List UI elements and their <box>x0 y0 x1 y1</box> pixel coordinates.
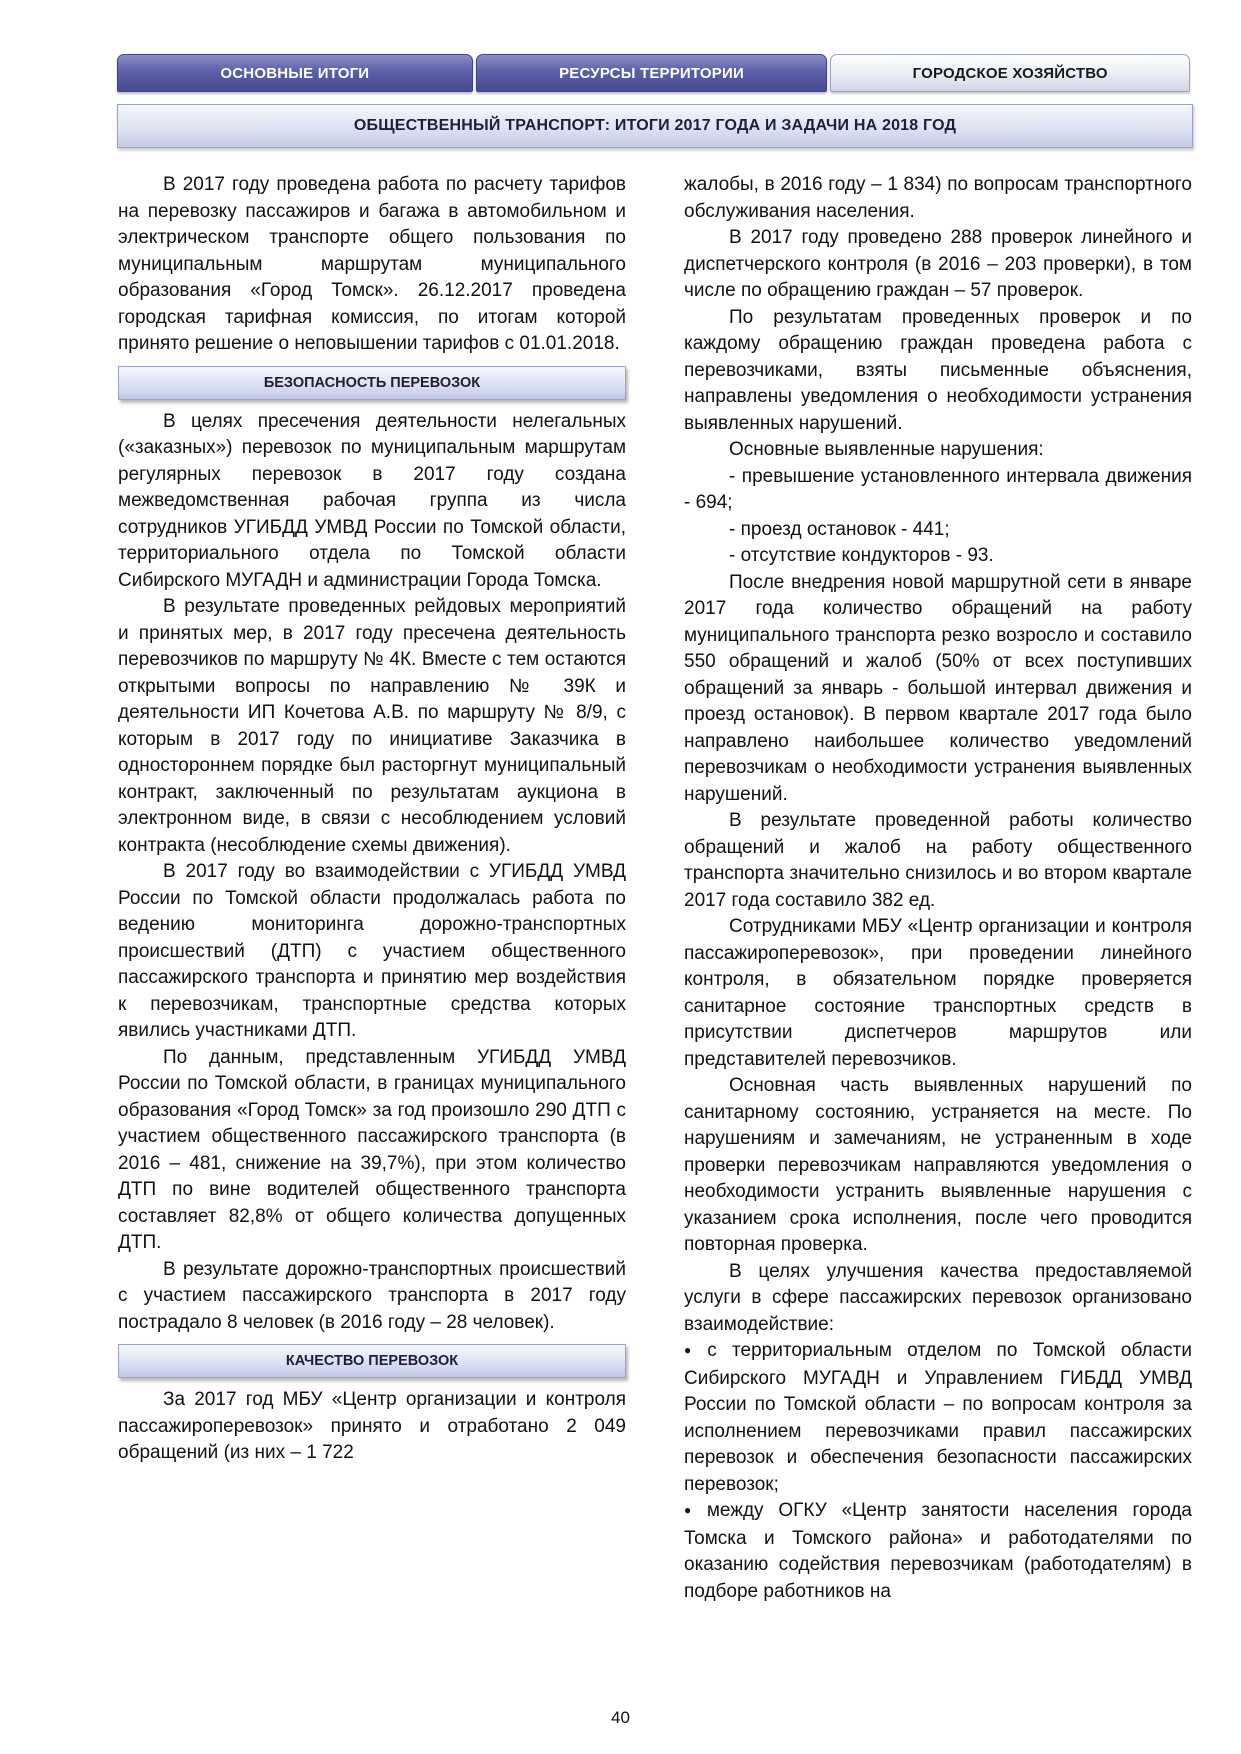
bullet-item <box>684 1498 1192 1605</box>
paragraph: В результате проведенных рейдовых мероприятий и принятых мер, в 2017 году пресечена деятельность перевозчиков по маршруту № 4К. Вместе с тем остаются открытыми вопросы по направлению № 39К и деятельности ИП Кочетова А.В. по маршруту № 8/9, с которым в 2017 году по инициативе Заказчика в одностороннем порядке был расторгнут муниципальный контракт, заключенный по результатам аукциона в электронном виде, в связи с несоблюдением условий контракта (несоблюдение схемы движения). <box>118 596 626 856</box>
list-item: - проезд остановок - 441; <box>729 518 950 540</box>
right-column <box>684 172 1192 1605</box>
bullet-text: с территориальным отделом по Томской области Сибирского МУГАДН и Управлением ГИБДД УМВД России по Томской области – по вопросам контроля за исполнением перевозчиками правил пассажирских перевозок и обеспечения безопасности пассажирских перевозок; <box>684 1340 1192 1495</box>
bullet-item <box>684 1338 1192 1498</box>
paragraph: Сотрудниками МБУ «Центр организации и контроля пассажироперевозок», при проведении линейного контроля, в обязательном порядке проверяется санитарное состояние транспортных средств в присутствии диспетчеров маршрутов или представителей перевозчиков. <box>684 916 1192 1070</box>
list-item: - отсутствие кондукторов - 93. <box>729 545 994 566</box>
page-number: 40 <box>611 1708 630 1727</box>
bullet-text: между ОГКУ «Центр занятости населения города Томска и Томского района» и работодателями по оказанию содействия перевозчикам (работодателям) в подборе работников на <box>684 1500 1192 1602</box>
paragraph: В целях пресечения деятельности нелегальных («заказных») перевозок по муниципальным маршрутам регулярных перевозок в 2017 году создана межведомственная рабочая группа из числа сотрудников УГИБДД УМВД России по Томской области, территориального отдела по Томской области Сибирского МУГАДН и администрации Города Томска. <box>118 410 626 591</box>
paragraph: По данным, представленным УГИБДД УМВД России по Томской области, в границах муниципального образования «Город Томск» за год произошло 290 ДТП с участием общественного пассажирского транспорта (в 2016 – 481, снижение на 39,7%), при этом количество ДТП по вине водителей общественного транспорта составляет 82,8% от общего количества допущенных ДТП. <box>118 1046 626 1253</box>
bullet-icon: ● <box>684 1343 702 1357</box>
section-heading-safety: БЕЗОПАСНОСТЬ ПЕРЕВОЗОК <box>118 366 626 400</box>
paragraph: Основная часть выявленных нарушений по санитарному состоянию, устраняется на месте. По нарушениям и замечаниям, не устраненным в ходе проверки перевозчикам направляются уведомления о необходимости устранить выявленные нарушения с указанием срока исполнения, после чего проводится повторная проверка. <box>684 1075 1192 1255</box>
paragraph: За 2017 год МБУ «Центр организации и контроля пассажироперевозок» принято и отработано 2 049 обращений (из них – 1 722 <box>118 1389 626 1463</box>
section-tabs <box>117 54 1193 96</box>
paragraph: В целях улучшения качества предоставляемой услуги в сфере пассажирских перевозок организовано взаимодействие: <box>684 1260 1192 1335</box>
paragraph: По результатам проведенных проверок и по каждому обращению граждан проведена работа с перевозчиками, взяты письменные объяснения, направлены уведомления о необходимости устранения выявленных нарушений. <box>684 306 1192 434</box>
tab-city-economy[interactable]: ГОРОДСКОЕ ХОЗЯЙСТВО <box>830 54 1190 92</box>
tab-main-results[interactable]: ОСНОВНЫЕ ИТОГИ <box>117 54 473 92</box>
paragraph: В 2017 году проведена работа по расчету тарифов на перевозку пассажиров и багажа в автомобильном и электрическом транспорте общего пользования по муниципальным маршрутам муниципального образования «Город Томск». 26.12.2017 проведена городская тарифная комиссия, по итогам которой принято решение о неповышении тарифов с 01.01.2018. <box>118 174 626 354</box>
paragraph: В результате проведенной работы количество обращений и жалоб на работу общественного транспорта значительно снизилось и во втором квартале 2017 года составило 382 ед. <box>684 810 1192 911</box>
paragraph: жалобы, в 2016 году – 1 834) по вопросам транспортного обслуживания населения. <box>684 174 1192 222</box>
tab-territory-resources[interactable]: РЕСУРСЫ ТЕРРИТОРИИ <box>476 54 828 92</box>
section-heading-quality: КАЧЕСТВО ПЕРЕВОЗОК <box>118 1344 626 1378</box>
paragraph: В результате дорожно-транспортных происшествий с участием пассажирского транспорта в 2017 году пострадало 8 человек (в 2016 году – 28 человек). <box>118 1258 626 1333</box>
paragraph: В 2017 году во взаимодействии с УГИБДД УМВД России по Томской области продолжалась работа по ведению мониторинга дорожно-транспортных происшествий (ДТП) с участием общественного пассажирского транспорта и принятию мер воздействия к перевозчикам, транспортные средства которых явились участниками ДТП. <box>118 861 626 1041</box>
page-title: ОБЩЕСТВЕННЫЙ ТРАНСПОРТ: ИТОГИ 2017 ГОДА И ЗАДАЧИ НА 2018 ГОД <box>117 104 1193 148</box>
left-column <box>118 172 626 1467</box>
bullet-icon: ● <box>684 1503 701 1517</box>
list-item: - превышение установленного интервала движения - 694; <box>684 465 1192 513</box>
paragraph: В 2017 году проведено 288 проверок линейного и диспетчерского контроля (в 2016 – 203 проверки), в том числе по обращению граждан – 57 проверок. <box>684 227 1192 301</box>
paragraph: Основные выявленные нарушения: <box>729 439 1044 460</box>
paragraph: После внедрения новой маршрутной сети в январе 2017 года количество обращений на работу муниципального транспорта резко возросло и составило 550 обращений и жалоб (50% от всех поступивших обращений за январь - большой интервал движения и проезд остановок). В первом квартале 2017 года было направлено наибольшее количество уведомлений перевозчикам о необходимости устранения выявленных нарушений. <box>684 571 1192 805</box>
